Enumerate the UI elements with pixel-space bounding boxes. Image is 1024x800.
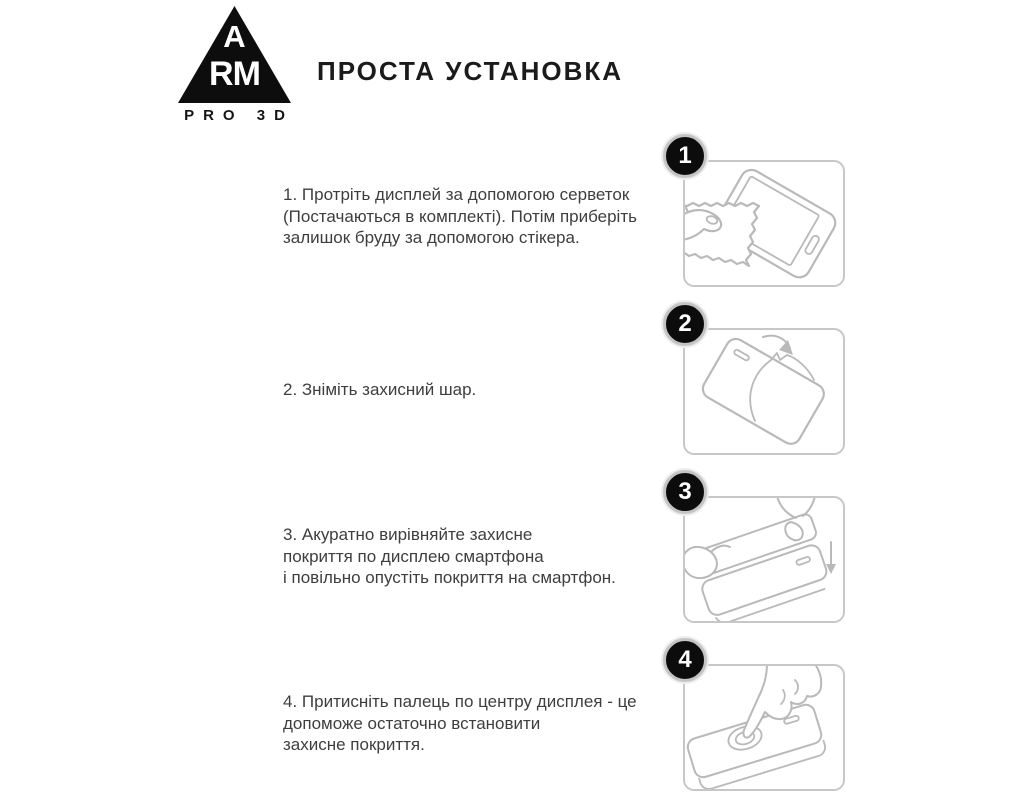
- align-and-lower-glass-illustration: [683, 496, 845, 623]
- step-3-line-3: і повільно опустіть покриття на смартфон.: [283, 568, 616, 587]
- peel-arrowhead: [779, 340, 793, 355]
- logo-letters-rm: RM: [209, 55, 260, 93]
- step-2-illustration-panel: [683, 328, 845, 455]
- right-hand-finger: [803, 496, 815, 516]
- step-3-number-badge: 3: [663, 470, 707, 514]
- step-1-number-badge: 1: [663, 134, 707, 178]
- step-4-line-3: захисне покриття.: [283, 735, 425, 754]
- down-arrowhead: [826, 564, 836, 574]
- step-1-line-1: 1. Протріть дисплей за допомогою серветок: [283, 185, 630, 204]
- step-4-illustration-panel: [683, 664, 845, 791]
- step-4-line-1: 4. Притисніть палець по центру дисплея - це: [283, 692, 637, 711]
- step-4-number-badge: 4: [663, 638, 707, 682]
- step-2-number-badge: 2: [663, 302, 707, 346]
- step-1-line-2: (Постачаються в комплекті). Потім приберіть: [283, 206, 637, 226]
- press-display-center-illustration: [683, 664, 845, 791]
- page-title: ПРОСТА УСТАНОВКА: [317, 56, 624, 86]
- step-3-line-2: покриття по дисплею смартфона: [283, 546, 544, 566]
- peel-protective-layer-illustration: [683, 328, 845, 455]
- step-1-line-3: залишок бруду за допомогою стікера.: [283, 228, 580, 247]
- logo-letter-a: A: [223, 19, 246, 54]
- logo-subtitle: PRO 3D: [184, 107, 294, 124]
- brand-logo: [178, 6, 294, 131]
- wipe-display-with-cloth-illustration: [683, 160, 845, 287]
- step-1-text: [283, 184, 673, 249]
- protector-film: [699, 335, 827, 447]
- step-3-line-1: 3. Акуратно вирівняйте захисне: [283, 525, 533, 544]
- step-4-line-2: допоможе остаточно встановити: [283, 713, 541, 733]
- step-4-text: [283, 691, 673, 756]
- right-hand-finger: [777, 496, 796, 518]
- step-3-illustration-panel: [683, 496, 845, 623]
- step-2-line-1: 2. Зніміть захисний шар.: [283, 380, 477, 399]
- step-3-text: [283, 524, 673, 589]
- step-2-text: [283, 379, 673, 401]
- step-1-illustration-panel: [683, 160, 845, 287]
